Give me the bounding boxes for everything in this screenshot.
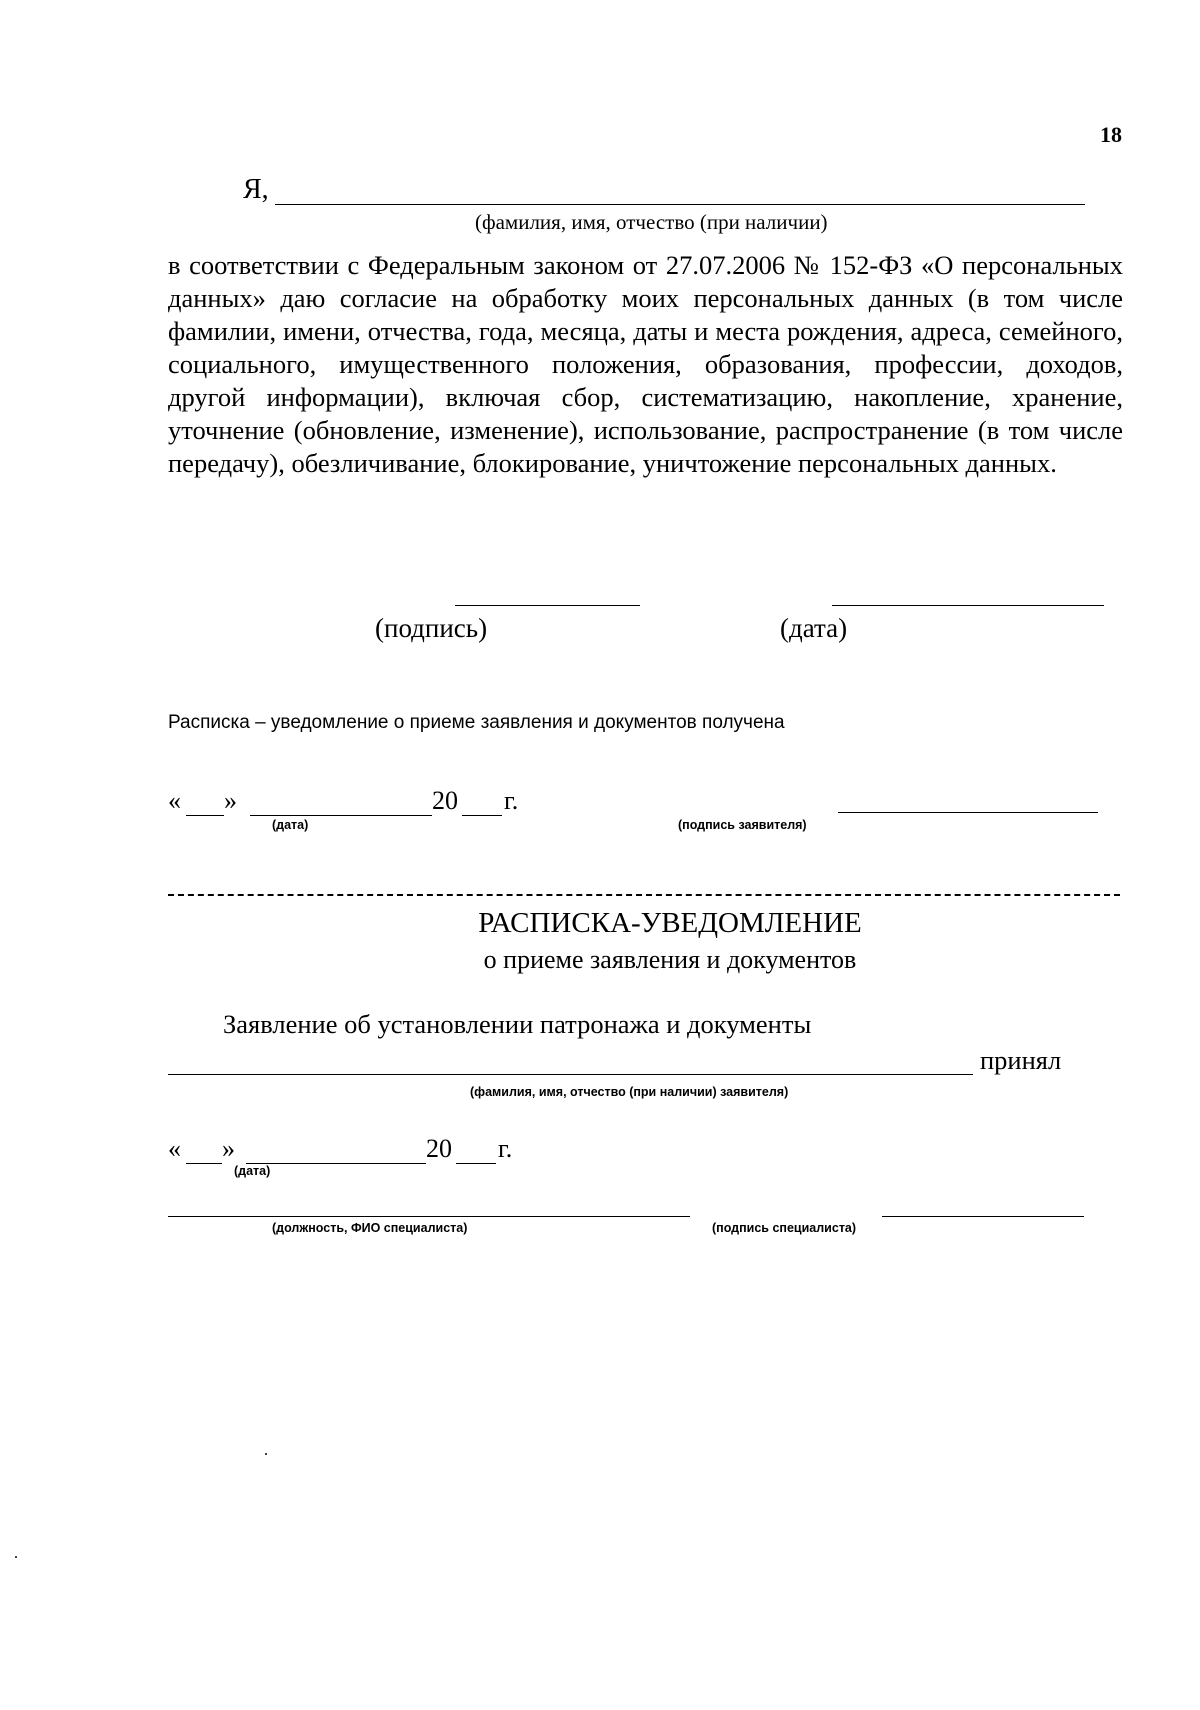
note-open-quote: « — [168, 786, 181, 815]
cut-line — [168, 894, 1120, 896]
note-date-caption: (дата) — [272, 818, 309, 832]
receipt-year-suffix: г. — [498, 1134, 513, 1163]
fio-caption: (фамилия, имя, отчество (при наличии) — [475, 210, 828, 234]
receipt-year-prefix: 20 — [426, 1134, 452, 1163]
note-month-blank[interactable] — [250, 815, 432, 816]
note-year-prefix: 20 — [432, 786, 458, 815]
note-signature-blank[interactable] — [838, 812, 1098, 813]
position-caption: (должность, ФИО специалиста) — [272, 1221, 468, 1235]
receipt-close-quote: » — [222, 1134, 235, 1163]
specialist-signature-caption: (подпись специалиста) — [712, 1221, 857, 1235]
date-caption: (дата) — [780, 613, 848, 643]
consent-prefix: Я, — [243, 174, 269, 205]
receipt-date-caption: (дата) — [234, 1164, 271, 1178]
applicant-blank-line[interactable] — [168, 1074, 973, 1075]
note-year-blank[interactable] — [462, 815, 502, 816]
note-close-quote: » — [224, 786, 237, 815]
receipt-open-quote: « — [168, 1134, 181, 1163]
scan-speck — [15, 1556, 17, 1558]
page-number: 18 — [1100, 122, 1122, 147]
receipt-year-blank[interactable] — [456, 1163, 496, 1164]
receipt-subtitle: о приеме заявления и документов — [483, 945, 857, 974]
signature-blank-line[interactable] — [455, 605, 640, 606]
applicant-caption: (фамилия, имя, отчество (при наличии) заявителя) — [470, 1085, 789, 1099]
accepted-word: принял — [980, 1045, 1062, 1075]
receipt-statement: Заявление об установлении патронажа и документы — [223, 1009, 812, 1039]
position-blank-line[interactable] — [168, 1216, 690, 1217]
receipt-title: РАСПИСКА-УВЕДОМЛЕНИЕ — [478, 907, 862, 939]
date-blank-line[interactable] — [832, 605, 1104, 606]
receipt-month-blank[interactable] — [246, 1163, 426, 1164]
receipt-note-text: Расписка – уведомление о приеме заявления и документов получена — [168, 712, 785, 733]
fio-blank-line[interactable] — [275, 204, 1085, 205]
note-signature-caption: (подпись заявителя) — [678, 818, 807, 832]
note-year-suffix: г. — [504, 786, 519, 815]
note-day-blank[interactable] — [186, 815, 224, 816]
specialist-signature-blank[interactable] — [882, 1216, 1084, 1217]
signature-caption: (подпись) — [375, 613, 488, 643]
consent-text: в соответствии с Федеральным законом от 27.07.2006 № 152-ФЗ «О персональных данных» даю согласие на обработку моих персональных данных (в том числе фамилии, имени, отчества, года, месяца, даты и места рождения, адреса, семейного, социального, имущественного положения, образования, профессии, доходов, другой информации), включая сбор, систематизацию, накопление, хранение, уточнение (обновление, изменение), использование, распространение (в том числе передачу), обезличивание, блокирование, уничтожение персональных данных. — [168, 250, 1123, 478]
receipt-day-blank[interactable] — [186, 1163, 222, 1164]
scan-speck — [265, 1453, 267, 1455]
